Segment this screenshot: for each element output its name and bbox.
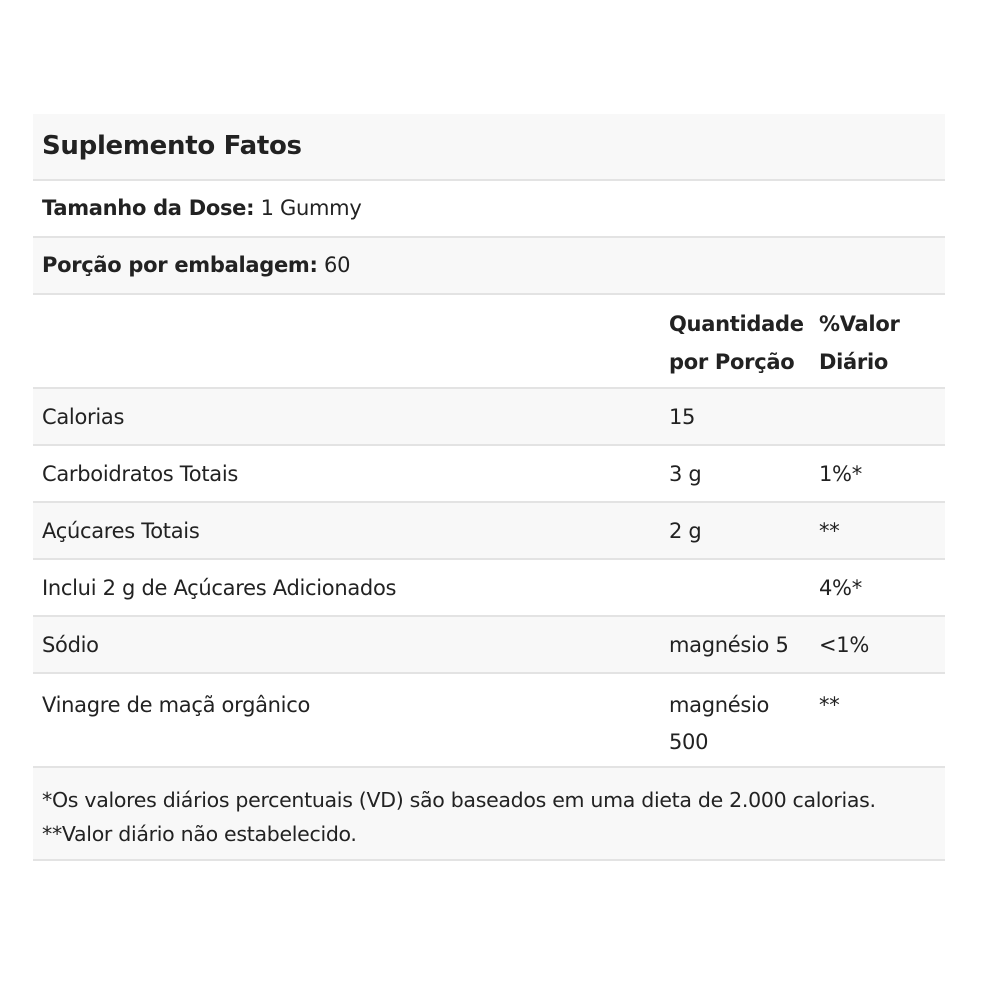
supplement-facts-table <box>33 114 945 861</box>
nutrient-name: Carboidratos Totais <box>33 445 660 502</box>
column-header-row <box>33 294 945 388</box>
table-row <box>33 616 945 673</box>
footnotes <box>33 767 945 860</box>
nutrient-dv: 4%* <box>810 559 945 616</box>
nutrient-amount: 15 <box>660 388 810 445</box>
header-dv-line2: Diário <box>819 350 888 374</box>
nutrient-name: Açúcares Totais <box>33 502 660 559</box>
serving-size-row <box>33 180 945 237</box>
title-row <box>33 114 945 180</box>
nutrient-name: Inclui 2 g de Açúcares Adicionados <box>33 559 660 616</box>
table-row <box>33 445 945 502</box>
nutrient-name: Calorias <box>33 388 660 445</box>
nutrient-amount <box>660 559 810 616</box>
nutrient-dv <box>810 388 945 445</box>
header-amount-line1: Quantidade <box>669 312 804 336</box>
facts-title: Suplemento Fatos <box>33 114 945 180</box>
nutrient-name: Sódio <box>33 616 660 673</box>
nutrient-dv: ** <box>810 502 945 559</box>
footnote-daily-value: *Os valores diários percentuais (VD) são baseados em uma dieta de 2.000 calorias. <box>42 788 876 812</box>
nutrient-amount: 2 g <box>660 502 810 559</box>
nutrient-dv: ** <box>810 673 945 767</box>
nutrient-amount: magnésio 5 <box>660 616 810 673</box>
serving-size-label: Tamanho da Dose: <box>42 196 255 220</box>
table-row <box>33 388 945 445</box>
header-amount-cell <box>660 294 810 388</box>
serving-size <box>33 180 945 237</box>
nutrient-amount: 3 g <box>660 445 810 502</box>
header-dv-cell <box>810 294 945 388</box>
header-amount-line2: por Porção <box>669 350 795 374</box>
footnote-row <box>33 767 945 860</box>
serving-size-value: 1 Gummy <box>260 196 362 220</box>
nutrient-name: Vinagre de maçã orgânico <box>33 673 660 767</box>
nutrient-amount-line1: magnésio <box>669 693 770 717</box>
servings-per-container-value: 60 <box>324 253 351 277</box>
header-name-cell <box>33 294 660 388</box>
nutrient-dv: 1%* <box>810 445 945 502</box>
table-row <box>33 502 945 559</box>
servings-per-container-row <box>33 237 945 294</box>
table-row <box>33 673 945 767</box>
servings-per-container-label: Porção por embalagem: <box>42 253 318 277</box>
nutrient-amount-line2: 500 <box>669 730 709 754</box>
table-row <box>33 559 945 616</box>
nutrient-dv: <1% <box>810 616 945 673</box>
servings-per-container <box>33 237 945 294</box>
header-dv-line1: %Valor <box>819 312 900 336</box>
nutrient-amount <box>660 673 810 767</box>
footnote-not-established: **Valor diário não estabelecido. <box>42 822 357 846</box>
